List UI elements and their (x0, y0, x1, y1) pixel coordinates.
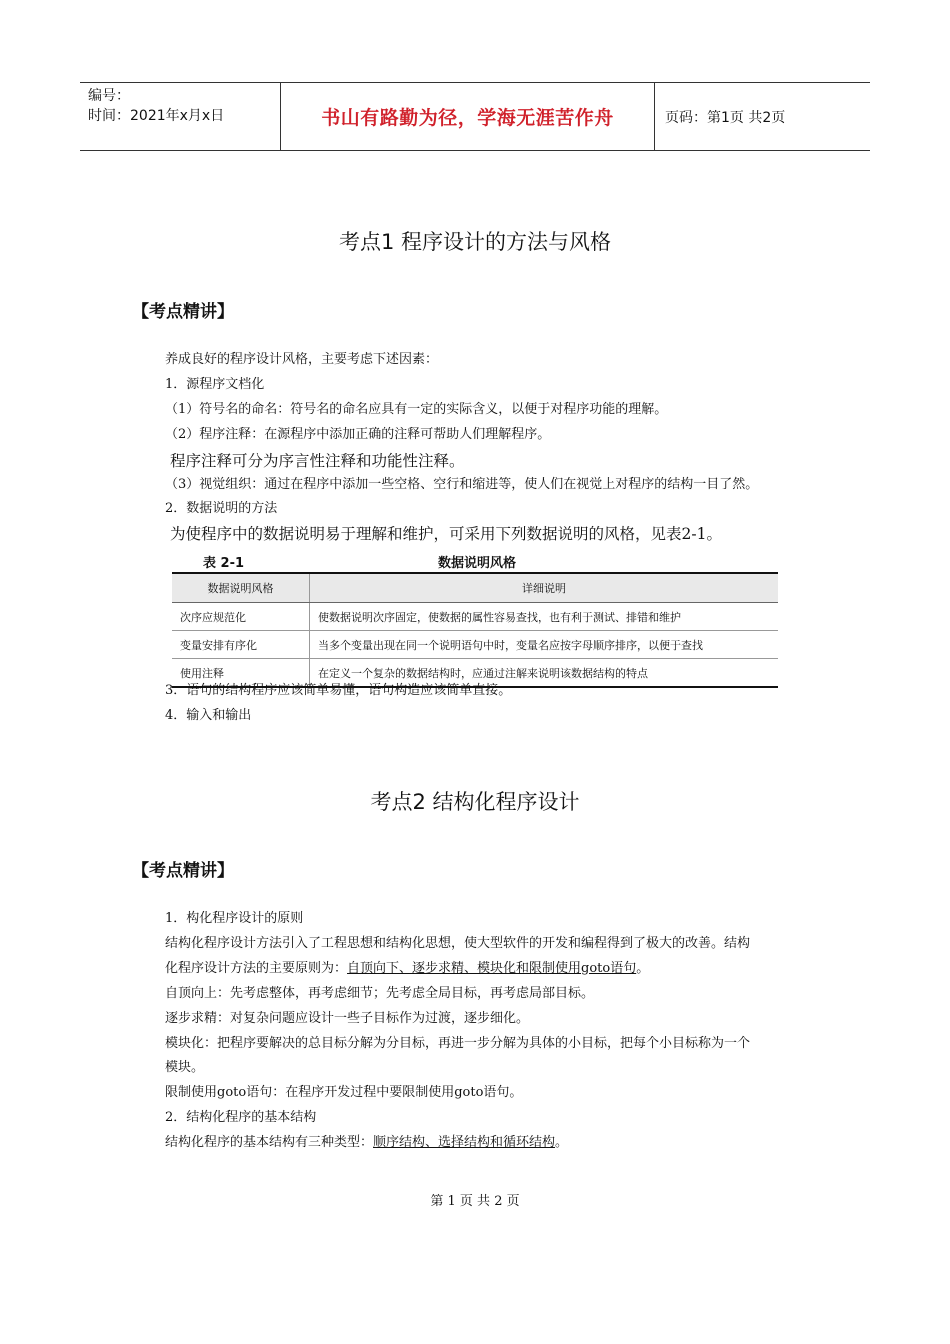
section2-title: 考点2 结构化程序设计 (370, 790, 580, 814)
s1-after-line-0: 3．语句的结构程序应该简单易懂，语句构造应该简单直接。 (165, 683, 512, 698)
s1-line-7: 为使程序中的数据说明易于理解和维护，可采用下列数据说明的风格，见表2-1。 (170, 525, 722, 543)
table-row (172, 631, 778, 659)
s2-line-3 (165, 960, 649, 978)
s2-line-8: 限制使用goto语句：在程序开发过程中要限制使用goto语句。 (165, 1085, 523, 1100)
table-cell: 在定义一个复杂的数据结构时，应通过注解来说明该数据结构的特点 (310, 659, 779, 688)
time-label: 时间：2021年x月x日 (88, 108, 225, 124)
document-header (80, 82, 870, 151)
s2-line-2: 结构化程序设计方法引入了工程思想和结构化思想，使大型软件的开发和编程得到了极大的改善。结构 (165, 936, 751, 951)
table-header-cell: 详细说明 (310, 573, 779, 603)
s2-line-10 (165, 1134, 568, 1152)
table-cell: 变量安排有序化 (172, 631, 310, 659)
table-header-cell: 数据说明风格 (172, 573, 310, 603)
s1-line-3: （2）程序注释：在源程序中添加正确的注释可帮助人们理解程序。 (165, 427, 551, 442)
header-page-label: 页码：第1页 共2页 (665, 109, 786, 126)
table-caption-title: 数据说明风格 (438, 556, 517, 571)
page-footer: 第 1 页 共 2 页 (430, 1194, 520, 1209)
data-style-table (172, 572, 778, 688)
section2-subheading: 【考点精讲】 (132, 861, 234, 881)
s2-line-6: 模块化：把程序要解决的总目标分解为分目标，再进一步分解为具体的小目标，把每个小目标称为一个 (165, 1036, 751, 1051)
s2-line-3-post: 。 (636, 961, 650, 976)
s1-line-0: 养成良好的程序设计风格，主要考虑下述因素： (165, 352, 439, 367)
s2-line-9: 2．结构化程序的基本结构 (165, 1110, 317, 1125)
s2-line-10-underlined: 顺序结构、选择结构和循环结构 (373, 1135, 556, 1150)
table-cell: 当多个变量出现在同一个说明语句中时，变量名应按字母顺序排序，以便于查找 (310, 631, 779, 659)
number-label: 编号： (88, 88, 130, 104)
s2-line-3-underlined: 自顶向下、逐步求精、模块化和限制使用goto语句 (347, 961, 637, 976)
s1-line-2: （1）符号名的命名：符号名的命名应具有一定的实际含义，以便于对程序功能的理解。 (165, 402, 668, 417)
s1-line-1: 1．源程序文档化 (165, 377, 265, 392)
section1-title: 考点1 程序设计的方法与风格 (338, 230, 612, 254)
section1-subheading: 【考点精讲】 (132, 302, 234, 322)
s2-line-10-pre: 结构化程序的基本结构有三种类型： (165, 1135, 374, 1150)
table-cell: 次序应规范化 (172, 603, 310, 631)
table-cell: 使数据说明次序固定，使数据的属性容易查找，也有利于测试、排错和维护 (310, 603, 779, 631)
s2-line-5: 逐步求精：对复杂问题应设计一些子目标作为过渡，逐步细化。 (165, 1011, 530, 1026)
s2-line-7: 模块。 (165, 1060, 205, 1075)
s2-line-10-post: 。 (555, 1135, 569, 1150)
s1-after-line-1: 4．输入和输出 (165, 708, 252, 723)
header-motto: 书山有路勤为径，学海无涯苦作舟 (281, 83, 655, 150)
table-caption-id: 表 2-1 (203, 556, 245, 571)
s1-line-5: （3）视觉组织：通过在程序中添加一些空格、空行和缩进等，使人们在视觉上对程序的结构一目了然。 (165, 477, 759, 492)
table-cell: 使用注释 (172, 659, 310, 688)
s2-line-3-pre: 化程序设计方法的主要原则为： (165, 961, 348, 976)
table-row (172, 603, 778, 631)
s2-line-1: 1．构化程序设计的原则 (165, 911, 304, 926)
s1-line-4: 程序注释可分为序言性注释和功能性注释。 (170, 452, 465, 470)
s2-line-4: 自顶向上：先考虑整体，再考虑细节；先考虑全局目标，再考虑局部目标。 (165, 986, 595, 1001)
s1-line-6: 2．数据说明的方法 (165, 501, 278, 516)
table-header-row (172, 573, 778, 603)
header-meta (80, 83, 281, 150)
